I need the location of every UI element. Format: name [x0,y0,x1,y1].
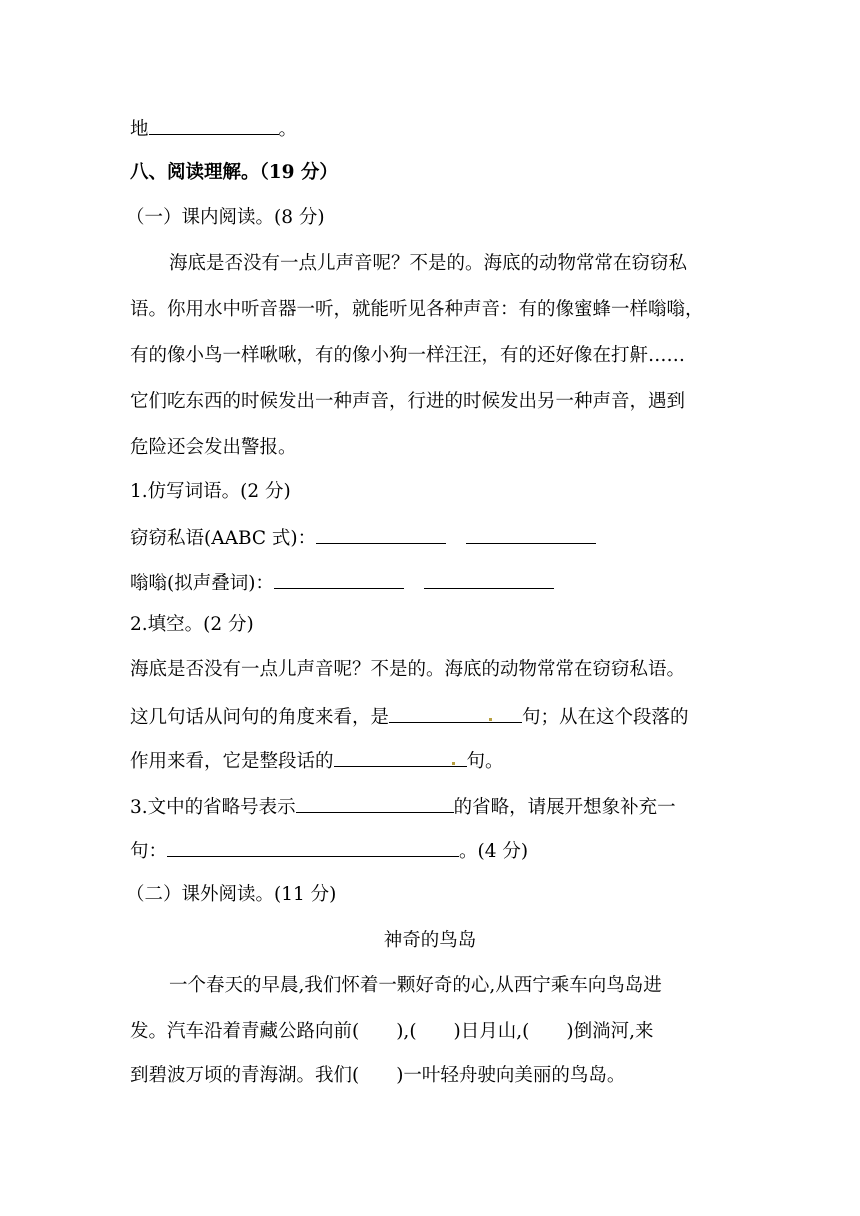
q3-line2-prefix: 句： [130,841,168,862]
part2-heading: （二）课外阅读。(11 分) [126,884,337,905]
passage-line-4: 它们吃东西的时候发出一种声音，行进的时候发出另一种声音，遇到 [130,391,686,412]
passage-line-2: 语。你用水中听音器一听，就能听见各种声音：有的像蜜蜂一样嗡嗡， [130,299,704,320]
q2-sentence: 海底是否没有一点儿声音呢？不是的。海底的动物常常在窃窃私语。 [130,659,686,680]
q1-label: 1.仿写词语。(2 分) [130,481,291,502]
q3-line2-suffix: 。(4 分) [459,841,529,862]
q2-line-2 [130,704,689,730]
q3-line-1 [130,794,676,820]
q3-line-2 [130,838,528,864]
q1-line-1 [130,525,596,551]
q2-line2-suffix: 句；从在这个段落的 [522,707,689,728]
top-suffix: 。 [278,119,298,140]
story-line-1: 一个春天的早晨,我们怀着一颗好奇的心,从西宁乘车向鸟岛进 [169,975,662,996]
q3-line1-prefix: 3.文中的省略号表示 [130,797,296,818]
story-line-3: 到碧波万顷的青海湖。我们( )一叶轻舟驶向美丽的鸟岛。 [130,1065,626,1086]
q2-line-3 [130,748,504,774]
q1-blank-2[interactable] [466,525,596,544]
story-title: 神奇的鸟岛 [383,930,477,951]
q1-line1-prefix: 窃窃私语(AABC 式)： [130,528,317,549]
part1-heading: （一）课内阅读。(8 分) [126,207,325,228]
passage-line-5: 危险还会发出警报。 [130,437,297,458]
top-prefix: 地 [130,119,149,140]
q2-line3-suffix: 句。 [466,751,504,772]
q2-line3-prefix: 作用来看，它是整段话的 [130,751,334,772]
passage-line-3: 有的像小鸟一样啾啾，有的像小狗一样汪汪，有的还好像在打鼾…… [130,345,686,366]
q1-line-2 [130,570,554,596]
q1-blank-1[interactable] [316,525,446,544]
q2-label: 2.填空。(2 分) [130,614,254,635]
q2-line2-prefix: 这几句话从问句的角度来看，是 [130,707,390,728]
passage-line-1: 海底是否没有一点儿声音呢？不是的。海底的动物常常在窃窃私 [169,253,688,274]
q2-blank-1[interactable] [389,704,522,723]
section-heading: 八、阅读理解。（19 分） [130,162,338,183]
q1-blank-3[interactable] [274,570,404,589]
q3-blank-2[interactable] [167,838,459,857]
q2-blank-2[interactable] [334,748,467,767]
q1-blank-4[interactable] [424,570,554,589]
q3-line1-suffix: 的省略，请展开想象补充一 [453,797,676,818]
q1-line2-prefix: 嗡嗡(拟声叠词)： [130,573,274,594]
story-line-2: 发。汽车沿着青藏公路向前( ),( )日月山,( )倒淌河,来 [130,1021,654,1042]
blank-top[interactable] [149,116,279,135]
q3-blank-1[interactable] [296,794,454,813]
answer-line-top [130,116,297,142]
